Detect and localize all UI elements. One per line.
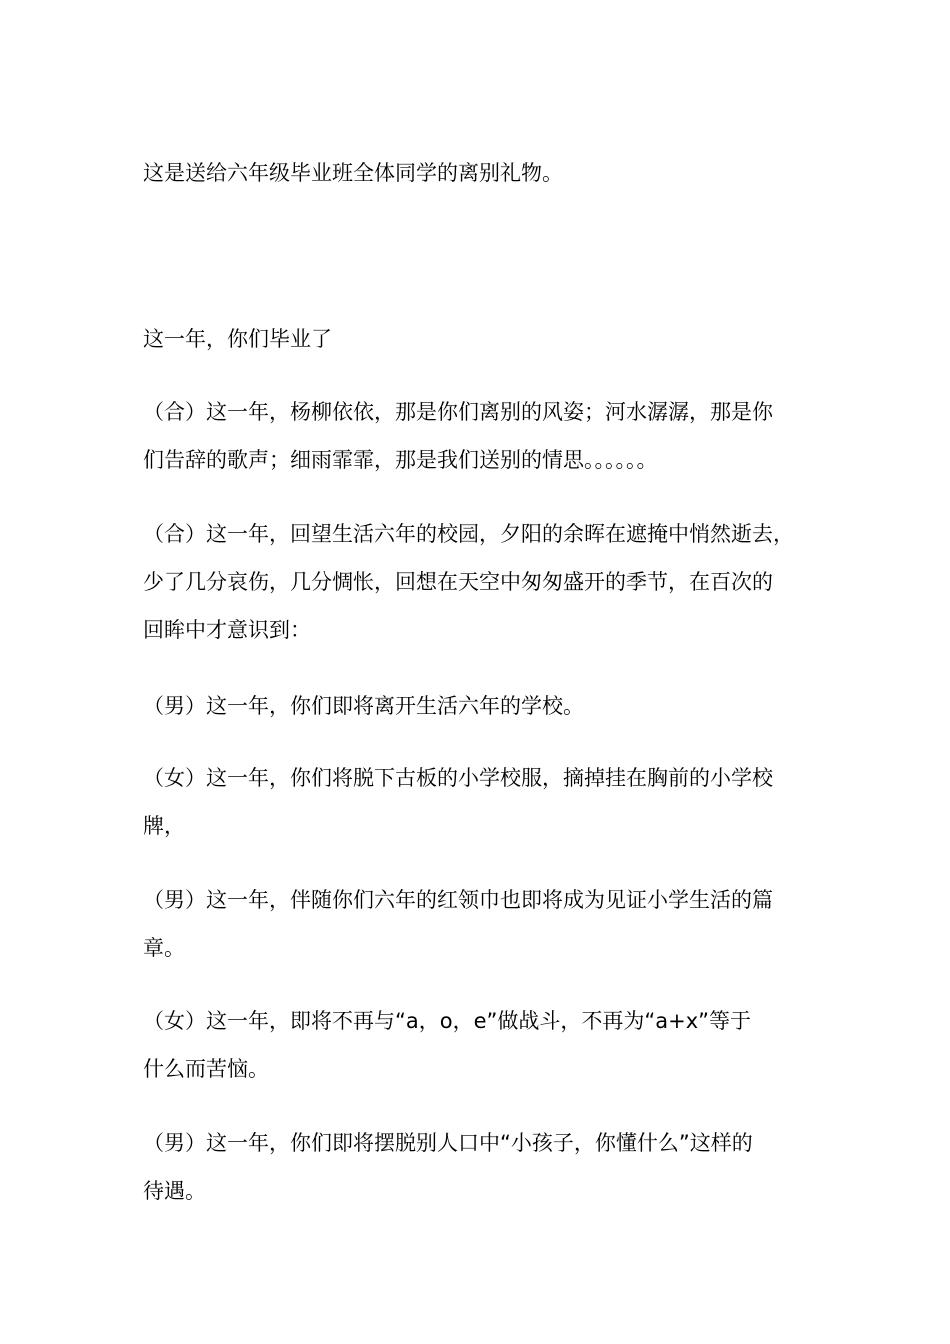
- paragraph-line: （男）这一年，你们即将离开生活六年的学校。: [143, 694, 584, 718]
- paragraph-line: （男）这一年，伴随你们六年的红领巾也即将成为见证小学生活的篇: [143, 888, 773, 912]
- paragraph-line: 少了几分哀伤，几分惆怅，回想在天空中匆匆盛开的季节，在百次的: [143, 570, 773, 594]
- paragraph-1: [143, 388, 813, 484]
- paragraph-line: 章。: [143, 936, 185, 960]
- intro-paragraph: [143, 149, 813, 197]
- paragraph-line: （男）这一年，你们即将摆脱别人口中“小孩子，你懂什么”这样的: [143, 1131, 753, 1155]
- paragraph-3: [143, 682, 813, 730]
- paragraph-line: （女）这一年，即将不再与“a，o，e”做战斗，不再为“a+x”等于: [143, 1009, 752, 1033]
- paragraph-6: [143, 997, 813, 1093]
- paragraph-line: （合）这一年，杨柳依依，那是你们离别的风姿；河水潺潺，那是你: [143, 400, 773, 424]
- paragraph-line: 们告辞的歌声；细雨霏霏，那是我们送别的情思。。。。。。: [143, 448, 658, 472]
- paragraph-line: （合）这一年，回望生活六年的校园，夕阳的余晖在遮掩中悄然逝去，: [143, 522, 794, 546]
- paragraph-2: [143, 510, 813, 654]
- paragraph-line: （女）这一年，你们将脱下古板的小学校服，摘掉挂在胸前的小学校: [143, 766, 773, 790]
- paragraph-line: 什么而苦恼。: [143, 1057, 269, 1081]
- section-title: [143, 315, 813, 363]
- paragraph-7: [143, 1119, 813, 1215]
- paragraph-line: 回眸中才意识到：: [143, 618, 311, 642]
- paragraph-5: [143, 876, 813, 972]
- paragraph-line: 待遇。: [143, 1179, 206, 1203]
- intro-line: 这是送给六年级毕业班全体同学的离别礼物。: [143, 161, 563, 185]
- paragraph-4: [143, 754, 813, 850]
- title-line: 这一年，你们毕业了: [143, 327, 332, 351]
- paragraph-line: 牌，: [143, 814, 185, 838]
